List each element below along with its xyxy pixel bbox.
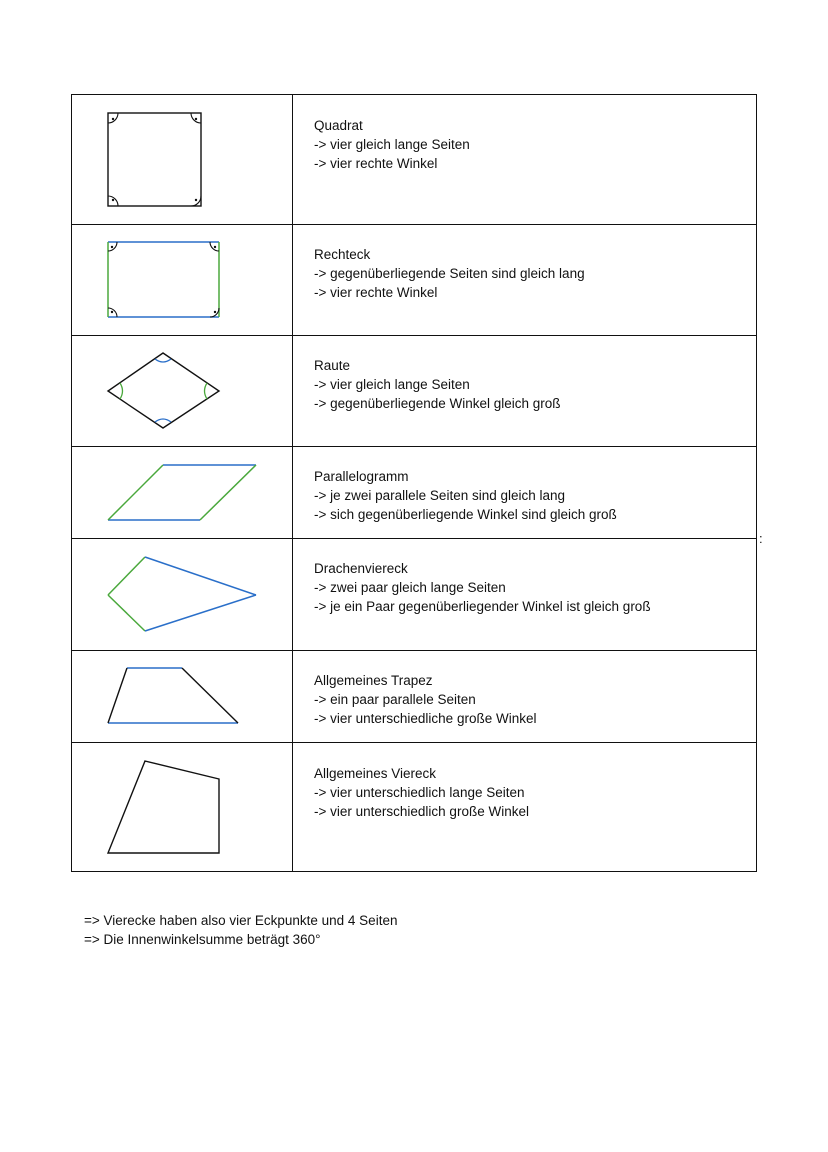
shape-title: Allgemeines Trapez <box>314 673 433 688</box>
property-line: -> sich gegenüberliegende Winkel sind gleich groß <box>314 506 617 522</box>
shape-title: Quadrat <box>314 118 363 133</box>
shape-title: Raute <box>314 358 351 373</box>
summary-line: => Vierecke haben also vier Eckpunkte und 4 Seiten <box>84 913 398 928</box>
rectangle-description <box>314 246 744 302</box>
rhombus-description <box>314 357 744 413</box>
property-line: -> vier unterschiedliche große Winkel <box>314 710 537 726</box>
property-line: -> vier gleich lange Seiten <box>314 136 470 152</box>
parallelogram-description <box>314 468 744 524</box>
summary <box>84 912 397 950</box>
quadrilateral-description <box>314 765 744 821</box>
property-line: -> gegenüberliegende Winkel gleich groß <box>314 395 561 411</box>
shape-title: Rechteck <box>314 247 371 262</box>
property-line: -> vier gleich lange Seiten <box>314 376 470 392</box>
property-line: -> zwei paar gleich lange Seiten <box>314 579 506 595</box>
square-description <box>314 117 744 173</box>
rhombus-icon <box>72 336 292 446</box>
property-line: -> ein paar parallele Seiten <box>314 691 476 707</box>
property-line: -> je ein Paar gegenüberliegender Winkel ist gleich groß <box>314 598 651 614</box>
property-line: -> vier unterschiedlich große Winkel <box>314 803 529 819</box>
quadrilateral-icon <box>72 743 292 871</box>
rectangle-icon <box>72 225 292 335</box>
kite-description <box>314 560 744 616</box>
summary-line: => Die Innenwinkelsumme beträgt 360° <box>84 931 321 947</box>
property-line: -> vier rechte Winkel <box>314 284 438 300</box>
trapezoid-icon <box>72 651 292 742</box>
kite-icon <box>72 539 292 650</box>
shape-title: Drachenviereck <box>314 561 408 576</box>
trapezoid-description <box>314 672 744 728</box>
column-divider <box>292 94 293 872</box>
shape-title: Allgemeines Viereck <box>314 766 437 781</box>
parallelogram-icon <box>72 447 292 538</box>
margin-mark: : <box>759 531 763 546</box>
property-line: -> vier unterschiedlich lange Seiten <box>314 784 525 800</box>
shape-title: Parallelogramm <box>314 469 409 484</box>
property-line: -> je zwei parallele Seiten sind gleich lang <box>314 487 566 503</box>
square-icon <box>72 95 292 224</box>
property-line: -> gegenüberliegende Seiten sind gleich lang <box>314 265 585 281</box>
property-line: -> vier rechte Winkel <box>314 155 438 171</box>
